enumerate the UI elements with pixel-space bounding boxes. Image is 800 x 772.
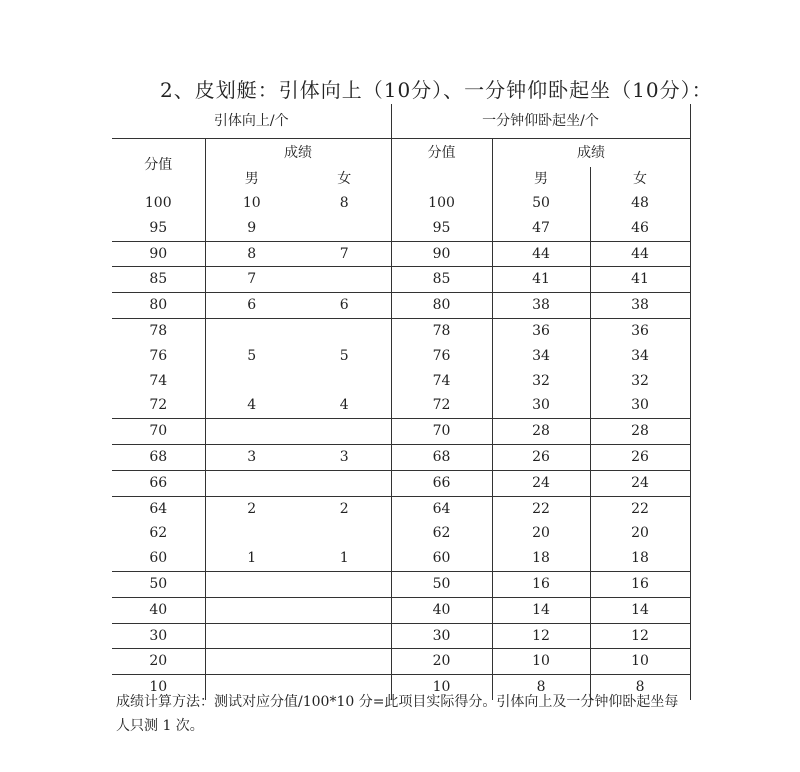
situp-male-cell: 32 xyxy=(492,369,590,394)
situp-result-label: 成绩 xyxy=(492,139,690,168)
pullup-male-cell: 2 xyxy=(205,496,298,521)
situp-male-cell: 30 xyxy=(492,393,590,418)
pullup-female-cell xyxy=(298,521,391,546)
pullup-female-cell xyxy=(298,419,391,445)
situp-score-cell: 100 xyxy=(428,195,455,211)
situp-male-cell: 44 xyxy=(492,241,590,267)
pullup-female-cell xyxy=(298,216,391,241)
pullup-score-cell: 76 xyxy=(149,347,168,364)
situp-male-cell: 24 xyxy=(492,470,590,496)
pullup-female-cell xyxy=(298,571,391,597)
situp-score-cell: 50 xyxy=(391,571,492,597)
situp-header: 一分钟仰卧起坐/个 xyxy=(391,104,690,139)
situp-score-cell: 68 xyxy=(391,444,492,470)
situp-male-cell: 47 xyxy=(492,216,590,241)
situp-score-cell: 70 xyxy=(391,419,492,445)
situp-female-cell: 24 xyxy=(590,470,690,496)
situp-male-cell: 14 xyxy=(492,597,590,623)
pullup-score-cell: 78 xyxy=(112,318,205,343)
pullup-result-label: 成绩 xyxy=(205,139,391,168)
pullup-female-cell: 3 xyxy=(298,444,391,470)
situp-female-cell: 46 xyxy=(590,216,690,241)
pullup-female-cell xyxy=(298,597,391,623)
pullup-male-cell: 9 xyxy=(205,216,298,241)
situp-score-cell: 20 xyxy=(391,649,492,675)
situp-male-cell: 10 xyxy=(492,649,590,675)
situp-score-cell: 66 xyxy=(391,470,492,496)
pullup-score-cell: 10 xyxy=(112,675,205,700)
situp-female-cell: 28 xyxy=(590,419,690,445)
situp-score-cell: 74 xyxy=(432,372,451,389)
situp-score-cell: 60 xyxy=(432,550,451,567)
pullup-male-cell: 6 xyxy=(205,293,298,319)
situp-male-cell: 20 xyxy=(492,521,590,546)
table-row xyxy=(112,444,690,470)
situp-female-cell: 18 xyxy=(590,546,690,571)
pullup-score-cell: 62 xyxy=(149,525,168,542)
situp-score-cell: 76 xyxy=(432,347,451,364)
pullup-female-cell: 7 xyxy=(298,241,391,267)
pullup-score-cell: 72 xyxy=(149,397,168,414)
pullup-score-cell: 20 xyxy=(112,649,205,675)
pullup-male-cell xyxy=(205,571,298,597)
situp-male-cell: 38 xyxy=(492,293,590,319)
situp-female-cell: 48 xyxy=(590,191,690,216)
pullup-female-cell xyxy=(298,470,391,496)
pullup-male-cell xyxy=(205,649,298,675)
pullup-male-cell xyxy=(205,521,298,546)
situp-male-cell: 8 xyxy=(492,675,590,700)
situp-female-cell: 20 xyxy=(590,521,690,546)
situp-score-label: 分值 xyxy=(427,145,456,161)
pullup-male-cell: 1 xyxy=(205,546,298,571)
pullup-male-cell: 10 xyxy=(205,191,298,216)
pullup-male-cell xyxy=(205,318,298,343)
pullup-male-cell xyxy=(205,470,298,496)
situp-male-cell: 36 xyxy=(492,318,590,343)
situp-female-cell: 26 xyxy=(590,444,690,470)
pullup-male-cell: 8 xyxy=(205,241,298,267)
situp-female-cell: 12 xyxy=(590,623,690,649)
pullup-female-cell: 8 xyxy=(298,191,391,216)
situp-female-cell: 44 xyxy=(590,241,690,267)
situp-male-cell: 26 xyxy=(492,444,590,470)
situp-female-cell: 36 xyxy=(590,318,690,343)
pullup-score-cell: 90 xyxy=(112,241,205,267)
pullup-male-cell xyxy=(205,597,298,623)
pullup-male-cell xyxy=(205,623,298,649)
table-row xyxy=(112,318,690,343)
pullup-score-cell: 68 xyxy=(112,444,205,470)
situp-female-cell: 16 xyxy=(590,571,690,597)
score-table xyxy=(112,104,691,700)
pullup-header: 引体向上/个 xyxy=(112,104,391,139)
situp-female-cell: 41 xyxy=(590,267,690,293)
situp-male-cell: 41 xyxy=(492,267,590,293)
situp-female-cell: 30 xyxy=(590,393,690,418)
situp-score-cell: 10 xyxy=(391,675,492,700)
pullup-female-cell xyxy=(298,318,391,343)
situp-male-label: 男 xyxy=(492,167,590,191)
table-row xyxy=(112,546,690,571)
pullup-score-cell: 60 xyxy=(149,550,168,567)
table-row xyxy=(112,293,690,319)
situp-score-cell: 90 xyxy=(391,241,492,267)
table-row xyxy=(112,649,690,675)
situp-score-cell: 62 xyxy=(432,525,451,542)
situp-score-cell: 78 xyxy=(391,318,492,343)
pullup-male-cell: 5 xyxy=(205,344,298,369)
table-row xyxy=(112,597,690,623)
scoring-note: 成绩计算方法：测试对应分值/100*10 分=此项目实际得分。引体向上及一分钟仰卧起坐每人只测 1 次。 xyxy=(116,694,679,734)
situp-female-label: 女 xyxy=(590,167,690,191)
pullup-female-cell: 6 xyxy=(298,293,391,319)
situp-female-cell: 8 xyxy=(590,675,690,700)
situp-male-cell: 16 xyxy=(492,571,590,597)
table-row xyxy=(112,344,690,369)
pullup-score-cell: 100 xyxy=(144,195,172,211)
table-row xyxy=(112,369,690,394)
pullup-score-cell: 40 xyxy=(112,597,205,623)
situp-score-cell: 95 xyxy=(432,219,451,236)
situp-female-cell: 38 xyxy=(590,293,690,319)
pullup-score-cell: 70 xyxy=(112,419,205,445)
pullup-female-cell: 4 xyxy=(298,393,391,418)
table-row xyxy=(112,267,690,293)
pullup-score-cell: 50 xyxy=(112,571,205,597)
situp-male-cell: 50 xyxy=(492,191,590,216)
situp-score-cell: 40 xyxy=(391,597,492,623)
pullup-male-cell: 4 xyxy=(205,393,298,418)
table-row xyxy=(112,191,690,216)
situp-female-cell: 34 xyxy=(590,344,690,369)
situp-female-cell: 22 xyxy=(590,496,690,521)
table-row xyxy=(112,470,690,496)
table-row xyxy=(112,393,690,418)
pullup-female-cell xyxy=(298,623,391,649)
pullup-female-cell xyxy=(298,267,391,293)
situp-score-cell: 80 xyxy=(391,293,492,319)
situp-male-cell: 28 xyxy=(492,419,590,445)
pullup-score-cell: 95 xyxy=(149,219,168,236)
pullup-male-cell: 7 xyxy=(205,267,298,293)
situp-male-cell: 18 xyxy=(492,546,590,571)
pullup-female-cell xyxy=(298,369,391,394)
situp-male-cell: 22 xyxy=(492,496,590,521)
table-row xyxy=(112,571,690,597)
situp-score-cell: 64 xyxy=(391,496,492,521)
situp-female-cell: 14 xyxy=(590,597,690,623)
table-row xyxy=(112,216,690,241)
pullup-female-cell: 1 xyxy=(298,546,391,571)
pullup-score-cell: 30 xyxy=(112,623,205,649)
pullup-male-cell xyxy=(205,369,298,394)
pullup-score-cell: 74 xyxy=(149,372,168,389)
pullup-score-cell: 80 xyxy=(112,293,205,319)
situp-score-cell: 85 xyxy=(391,267,492,293)
situp-male-cell: 12 xyxy=(492,623,590,649)
pullup-male-cell xyxy=(205,419,298,445)
table-row xyxy=(112,521,690,546)
situp-female-cell: 10 xyxy=(590,649,690,675)
table-row xyxy=(112,241,690,267)
situp-female-cell: 32 xyxy=(590,369,690,394)
pullup-female-cell: 2 xyxy=(298,496,391,521)
situp-score-cell: 30 xyxy=(391,623,492,649)
pullup-female-cell xyxy=(298,649,391,675)
pullup-score-cell: 85 xyxy=(112,267,205,293)
table-row xyxy=(112,496,690,521)
table-row xyxy=(112,419,690,445)
page-title: 2、皮划艇：引体向上（10分）、一分钟仰卧起坐（10分）： xyxy=(160,78,713,102)
pullup-male-cell: 3 xyxy=(205,444,298,470)
pullup-male-label: 男 xyxy=(205,167,298,191)
pullup-female-cell: 5 xyxy=(298,344,391,369)
situp-score-cell: 72 xyxy=(432,397,451,414)
table-row xyxy=(112,623,690,649)
pullup-score-label: 分值 xyxy=(144,157,173,173)
pullup-female-label: 女 xyxy=(298,167,391,191)
pullup-score-cell: 64 xyxy=(112,496,205,521)
situp-male-cell: 34 xyxy=(492,344,590,369)
pullup-score-cell: 66 xyxy=(112,470,205,496)
